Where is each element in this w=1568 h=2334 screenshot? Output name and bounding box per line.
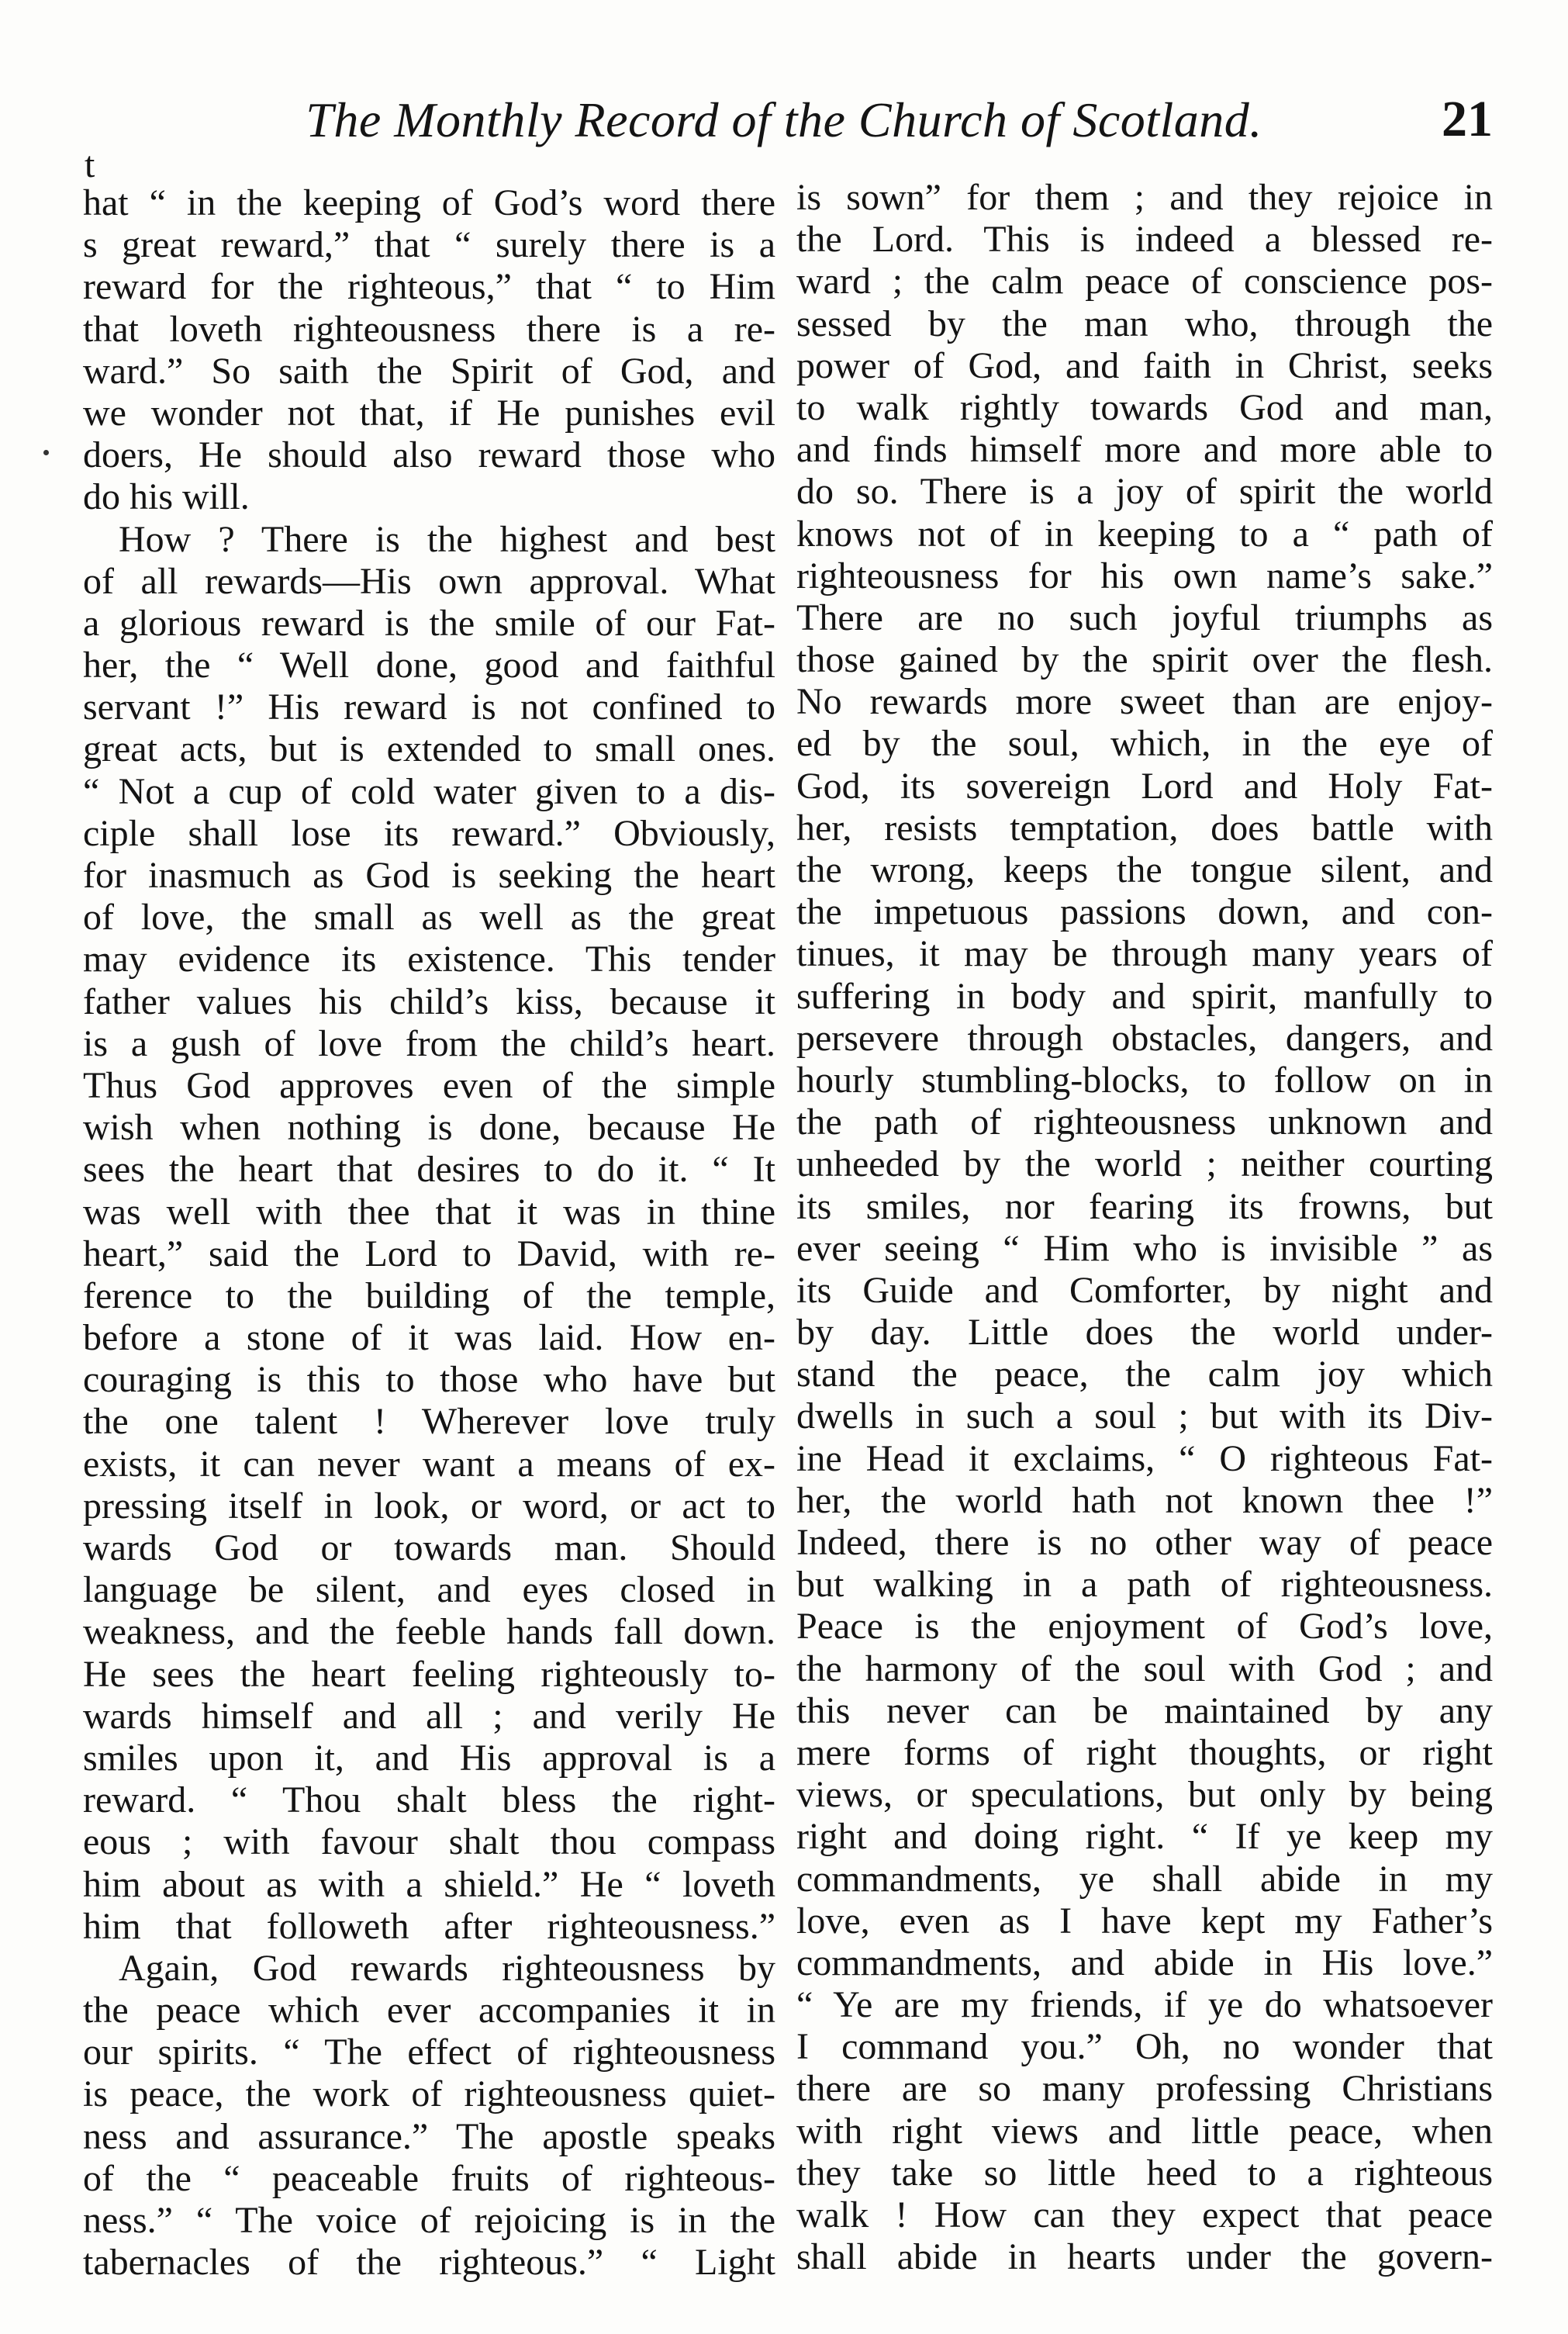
text-line: ever seeing “ Him who is invisible ” as [796,1227,1493,1269]
text-line: is a gush of love from the child’s heart. [83,1022,775,1064]
text-line: to walk rightly towards God and man, [796,386,1493,428]
text-line: s great reward,” that “ surely there is a [83,224,775,266]
text-line: views, or speculations, but only by being [796,1774,1493,1816]
text-line: the harmony of the soul with God ; and [796,1648,1493,1689]
text-line: hat “ in the keeping of God’s word there [83,182,775,223]
text-line: heart,” said the Lord to David, with re- [83,1233,775,1274]
text-line: before a stone of it was laid. How en- [83,1317,775,1359]
text-line: eous ; with favour shalt thou compass [83,1821,775,1863]
text-line: her, the “ Well done, good and faithful [83,645,775,686]
text-line: stand the peace, the calm joy which [796,1354,1493,1395]
text-line: There are no such joyful triumphs as [796,596,1493,638]
text-line: tabernacles of the righteous.” “ Light [83,2242,775,2284]
text-line: and finds himself more and more able to [796,429,1493,471]
text-line: its Guide and Comforter, by night and [796,1269,1493,1311]
text-line: smiles upon it, and His approval is a [83,1737,775,1779]
text-line: is sown” for them ; and they rejoice in [796,177,1493,218]
text-line: him that followeth after righteousness.” [83,1905,775,1947]
text-line: ness and assurance.” The apostle speaks [83,2115,775,2157]
page-title: The Monthly Record of the Church of Scotland. [306,92,1262,147]
text-line: exists, it can never want a means of ex- [83,1443,775,1485]
text-line: hourly stumbling-blocks, to follow on in [796,1059,1493,1101]
text-line: pressing itself in look, or word, or act to [83,1485,775,1527]
running-head [0,0,1568,155]
text-line: wish when nothing is done, because He [83,1107,775,1149]
text-line: persevere through obstacles, dangers, and [796,1017,1493,1059]
text-line: the impetuous passions down, and con- [796,891,1493,933]
page-number: 21 [1442,91,1493,147]
text-line: her, resists temptation, does battle with [796,807,1493,849]
text-line: sees the heart that desires to do it. “ It [83,1149,775,1191]
text-line: commandments, ye shall abide in my [796,1858,1493,1900]
text-line: do so. There is a joy of spirit the world [796,471,1493,513]
text-line: reward for the righteous,” that “ to Him [83,266,775,308]
text-line: they take so little heed to a righteous [796,2152,1493,2194]
text-line: mere forms of right thoughts, or right [796,1731,1493,1773]
text-line: reward. “ Thou shalt bless the right- [83,1779,775,1821]
text-line: for inasmuch as God is seeking the heart [83,855,775,896]
text-line: there are so many professing Christians [796,2068,1493,2110]
text-line: “ Ye are my friends, if ye do whatsoever [796,1984,1493,2026]
text-line: father values his child’s kiss, because it [83,980,775,1022]
text-line: by day. Little does the world under- [796,1312,1493,1354]
text-line: him about as with a shield.” He “ loveth [83,1863,775,1905]
text-line: ference to the building of the temple, [83,1274,775,1316]
text-line: the path of righteousness unknown and [796,1101,1493,1143]
text-line: but walking in a path of righteousness. [796,1564,1493,1606]
text-line: of the “ peaceable fruits of righteous- [83,2157,775,2199]
text-line: doers, He should also reward those who [83,434,775,476]
text-line: walk ! How can they expect that peace [796,2194,1493,2235]
text-line: this never can be maintained by any [796,1689,1493,1731]
text-line: a glorious reward is the smile of our Fat- [83,602,775,644]
text-line: servant !” His reward is not confined to [83,686,775,728]
text-line: those gained by the spirit over the flesh. [796,639,1493,681]
text-line: may evidence its existence. This tender [83,939,775,980]
text-line: couraging is this to those who have but [83,1359,775,1401]
paragraph-start-line: Again, God rewards righteousness by [119,1947,775,1989]
text-line: Thus God approves even of the simple [83,1064,775,1106]
text-line: Peace is the enjoyment of God’s love, [796,1606,1493,1648]
left-column [83,182,775,2284]
misprinted-letter: t [85,144,95,185]
text-line: knows not of in keeping to a “ path of [796,513,1493,555]
text-line: tinues, it may be through many years of [796,933,1493,975]
text-line: its smiles, nor fearing its frowns, but [796,1185,1493,1227]
text-line: ed by the soul, which, in the eye of [796,723,1493,765]
text-line: dwells in such a soul ; but with its Div- [796,1395,1493,1437]
text-line: ciple shall lose its reward.” Obviously, [83,812,775,854]
text-line: He sees the heart feeling righteously to- [83,1653,775,1695]
text-line: language be silent, and eyes closed in [83,1569,775,1611]
text-line: commandments, and abide in His love.” [796,1942,1493,1983]
text-line: Indeed, there is no other way of peace [796,1522,1493,1563]
text-line: God, its sovereign Lord and Holy Fat- [796,765,1493,807]
text-line: our spirits. “ The effect of righteousness [83,2031,775,2073]
paragraph-end-line: do his will. [83,476,250,518]
text-line: No rewards more sweet than are enjoy- [796,681,1493,723]
text-line: wards God or towards man. Should [83,1527,775,1568]
text-line: with right views and little peace, when [796,2110,1493,2152]
text-line: shall abide in hearts under the govern- [796,2236,1493,2278]
text-line: ine Head it exclaims, “ O righteous Fat- [796,1437,1493,1479]
text-line: power of God, and faith in Christ, seeks [796,344,1493,386]
text-line: we wonder not that, if He punishes evil [83,392,775,434]
text-line: I command you.” Oh, no wonder that [796,2026,1493,2068]
text-line: right and doing right. “ If ye keep my [796,1816,1493,1858]
text-line: the wrong, keeps the tongue silent, and [796,849,1493,890]
text-line: of love, the small as well as the great [83,897,775,939]
text-line: wards himself and all ; and verily He [83,1695,775,1737]
text-line: the one talent ! Wherever love truly [83,1401,775,1443]
text-line: sessed by the man who, through the [796,303,1493,344]
right-column [796,177,1493,2278]
text-line: love, even as I have kept my Father’s [796,1900,1493,1942]
text-line: the peace which ever accompanies it in [83,1990,775,2031]
text-line: that loveth righteousness there is a re- [83,308,775,350]
text-line: weakness, and the feeble hands fall down. [83,1611,775,1653]
text-line: her, the world hath not known thee !” [796,1479,1493,1521]
text-line: unheeded by the world ; neither courting [796,1143,1493,1185]
text-line: suffering in body and spirit, manfully to [796,975,1493,1017]
text-line: ness.” “ The voice of rejoicing is in the [83,2200,775,2241]
text-line: “ Not a cup of cold water given to a dis- [83,770,775,812]
text-line: is peace, the work of righteousness quiet- [83,2073,775,2115]
text-line: great acts, but is extended to small ones. [83,728,775,770]
text-line: righteousness for his own name’s sake.” [796,555,1493,596]
paragraph-start-line: How ? There is the highest and best [119,518,775,560]
text-line: ward ; the calm peace of conscience pos- [796,261,1493,303]
margin-mark [43,450,49,455]
text-line: was well with thee that it was in thine [83,1191,775,1233]
text-line: of all rewards—His own approval. What [83,560,775,602]
text-line: the Lord. This is indeed a blessed re- [796,219,1493,261]
text-line: ward.” So saith the Spirit of God, and [83,350,775,392]
